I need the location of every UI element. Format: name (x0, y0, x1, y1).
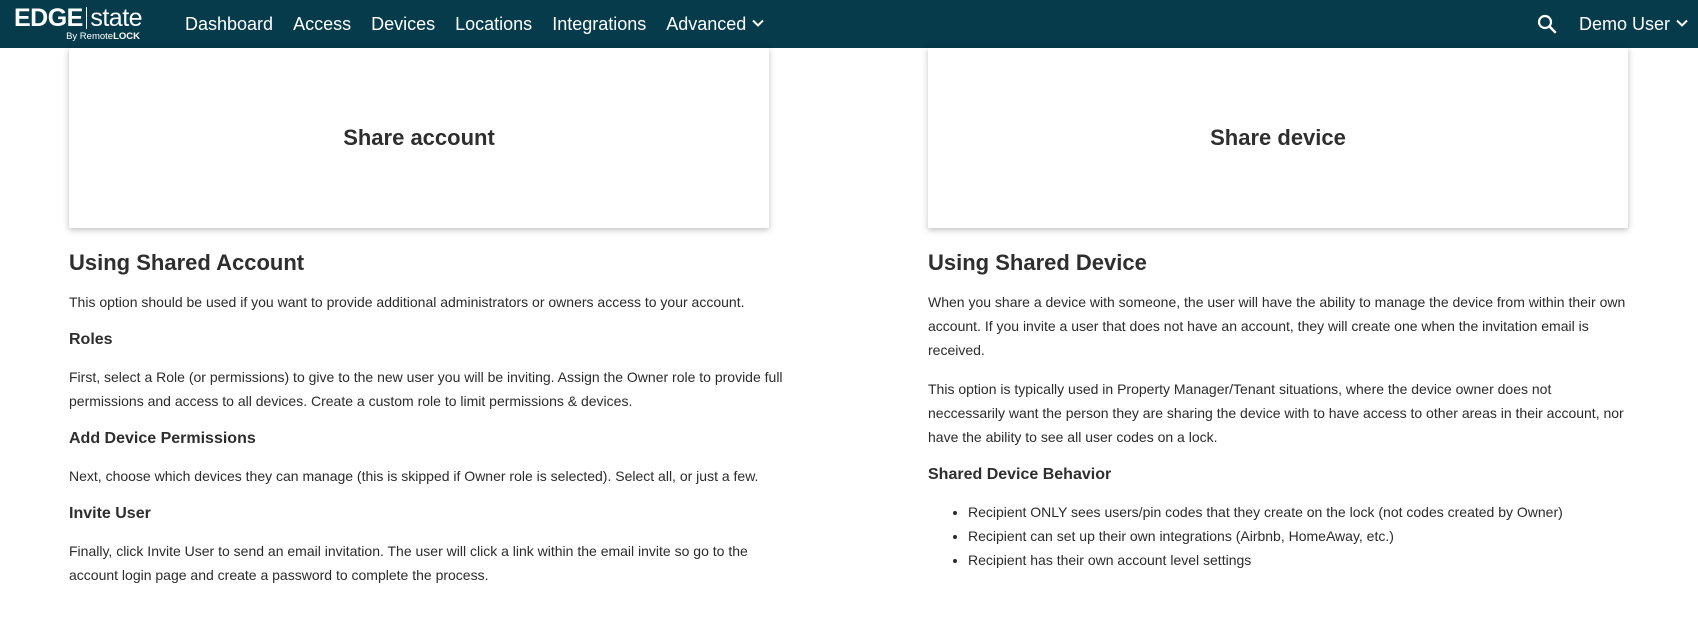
user-menu[interactable] (1579, 0, 1688, 48)
logo-word-state: state (90, 4, 143, 32)
chevron-down-icon (1676, 19, 1688, 27)
nav-dashboard[interactable]: Dashboard (185, 13, 274, 34)
edgestate-logo[interactable] (14, 4, 142, 44)
logo-word-edge: EDGE (14, 4, 83, 32)
top-navigation-bar (0, 0, 1698, 48)
nav-advanced[interactable] (666, 14, 764, 35)
nav-advanced-label: Advanced (666, 13, 747, 34)
user-menu-label: Demo User (1579, 13, 1671, 34)
roles-heading: Roles (69, 331, 113, 348)
shared-device-behavior-list (928, 500, 1628, 572)
roles-text: First, select a Role (or permissions) to give to the new user you will be inviting. Assign the Owner role to provide full permissions and access to all devices. Create a custom role to limit permissions & devices. (69, 369, 783, 409)
invite-user-heading: Invite User (69, 505, 151, 522)
logo-subtitle: By RemoteLOCK (66, 31, 140, 42)
nav-locations[interactable]: Locations (455, 13, 533, 34)
share-account-card[interactable] (69, 48, 769, 228)
share-device-title: Share device (1210, 125, 1346, 150)
logo-divider (86, 7, 88, 29)
shared-account-intro: This option should be used if you want to provide additional administrators or owners access to your account. (69, 294, 745, 310)
shared-device-behavior-heading: Shared Device Behavior (928, 466, 1112, 483)
nav-integrations[interactable]: Integrations (552, 13, 647, 34)
search-button[interactable] (1535, 12, 1559, 36)
chevron-down-icon (752, 19, 764, 27)
share-device-card[interactable] (928, 48, 1628, 228)
shared-account-heading: Using Shared Account (69, 250, 305, 275)
share-account-title: Share account (343, 125, 495, 150)
search-icon (1535, 12, 1559, 36)
list-item: • Recipient has their own account level settings (968, 548, 1628, 572)
shared-device-section (928, 248, 1628, 572)
shared-device-heading: Using Shared Device (928, 250, 1147, 275)
invite-user-text: Finally, click Invite User to send an email invitation. The user will click a link within the email invite so go to the account login page and create a password to complete the process. (69, 543, 748, 583)
device-permissions-text: Next, choose which devices they can manage (this is skipped if Owner role is selected). Select all, or just a few. (69, 468, 759, 484)
shared-device-para-1: When you share a device with someone, the user will have the ability to manage the device from within their own account. If you invite a user that does not have an account, they will create one when the invitation email is received. (928, 294, 1626, 358)
list-item: • Recipient ONLY sees users/pin codes that they create on the lock (not codes created by Owner) (968, 500, 1628, 524)
main-nav (185, 0, 784, 48)
nav-devices[interactable]: Devices (371, 13, 436, 34)
nav-access[interactable]: Access (293, 13, 352, 34)
device-permissions-heading: Add Device Permissions (69, 430, 256, 447)
shared-account-section (69, 248, 789, 602)
list-item: • Recipient can set up their own integrations (Airbnb, HomeAway, etc.) (968, 524, 1628, 548)
shared-device-para-2: This option is typically used in Property Manager/Tenant situations, where the device owner does not neccessarily want the person they are sharing the device with to have access to other areas in their account, nor have the ability to see all user codes on a lock. (928, 381, 1624, 445)
